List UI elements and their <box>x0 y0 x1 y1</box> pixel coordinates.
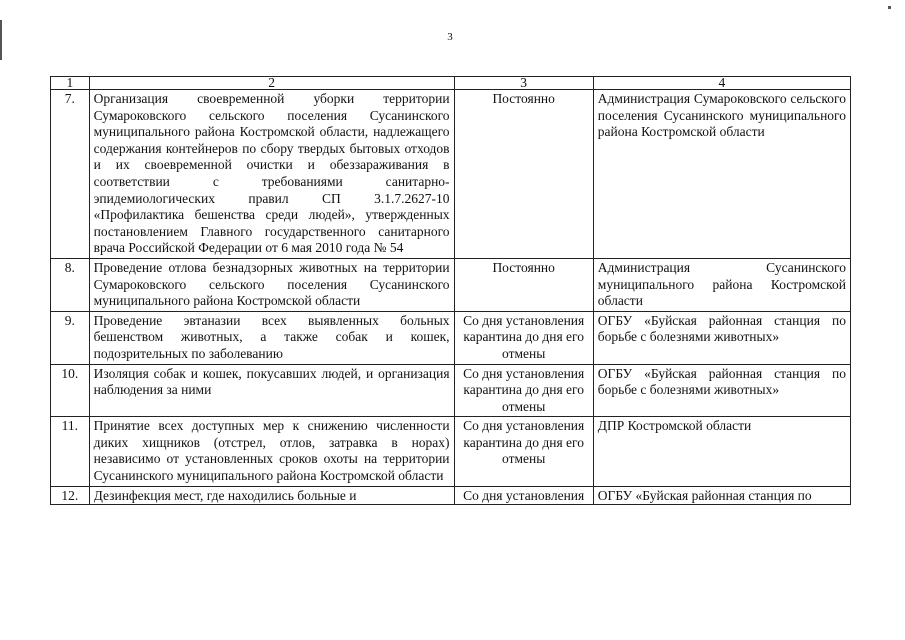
measure-text: Проведение эвтаназии всех выявленных больных бешенством животных, а также собак и кошек, подозрительных по заболеванию <box>89 311 454 364</box>
table-row <box>51 486 851 504</box>
table-row <box>51 90 851 259</box>
row-number: 7. <box>51 90 90 259</box>
measure-text: Проведение отлова безнадзорных животных на территории Сумароковского сельского поселения Сусанинского муниципального района Костромской области <box>89 258 454 311</box>
row-number: 10. <box>51 364 90 417</box>
responsible-text: Администрация Сусанинского муниципального района Костромской области <box>593 258 850 311</box>
measures-table <box>50 76 851 505</box>
row-number: 8. <box>51 258 90 311</box>
row-number: 9. <box>51 311 90 364</box>
header-col-4: 4 <box>593 77 850 90</box>
responsible-text: ОГБУ «Буйская районная станция по борьбе с болезнями животных» <box>593 311 850 364</box>
row-number-text: 12. <box>61 487 79 503</box>
header-col-2: 2 <box>89 77 454 90</box>
measure-text: Изоляция собак и кошек, покусавших людей, и организация наблюдения за ними <box>89 364 454 417</box>
term-text: Со дня установления карантина до дня его отмены <box>454 364 593 417</box>
responsible-text: ДПР Костромской области <box>593 417 850 486</box>
page-number: 3 <box>447 31 453 43</box>
responsible-text: ОГБУ «Буйская районная станция по <box>597 487 812 503</box>
term-text: Со дня установления <box>463 487 585 503</box>
responsible-text: Администрация Сумароковского сельского поселения Сусанинского муниципального района Костромской области <box>593 90 850 259</box>
measure-cell <box>89 486 454 504</box>
header-col-3: 3 <box>454 77 593 90</box>
term-text: Постоянно <box>454 90 593 259</box>
responsible-text: ОГБУ «Буйская районная станция по борьбе с болезнями животных» <box>593 364 850 417</box>
measure-text: Принятие всех доступных мер к снижению численности диких хищников (отстрел, отлов, затравка в норах) независимо от установленных сроков охоты на территории Сусанинского муниципального района Костромской области <box>89 417 454 486</box>
term-text: Со дня установления карантина до дня его отмены <box>454 311 593 364</box>
table-row <box>51 364 851 417</box>
term-cell <box>454 486 593 504</box>
row-number: 11. <box>51 417 90 486</box>
table-row <box>51 258 851 311</box>
table-row <box>51 417 851 486</box>
responsible-cell <box>593 486 850 504</box>
term-text: Со дня установления карантина до дня его отмены <box>454 417 593 486</box>
measure-text: Дезинфекция мест, где находились больные и <box>93 487 357 503</box>
term-text: Постоянно <box>454 258 593 311</box>
table-header-row <box>51 77 851 90</box>
table-row <box>51 311 851 364</box>
header-col-1: 1 <box>51 77 90 90</box>
scan-corner-dot <box>888 6 891 9</box>
measure-text: Организация своевременной уборки территории Сумароковского сельского поселения Сусанинского муниципального района Костромской области, надлежащего содержания контейнеров по сбору твердых бытовых отходов и их своевременной очистки и обеззараживания в соответствии с требованиями санитарно-эпидемиологических правил СП 3.1.7.2627-10 «Профилактика бешенства среди людей», утвержденных постановлением Главного государственного санитарного врача Российской Федерации от 6 мая 2010 года № 54 <box>89 90 454 259</box>
scan-edge-mark <box>0 20 2 60</box>
row-number <box>51 486 90 504</box>
